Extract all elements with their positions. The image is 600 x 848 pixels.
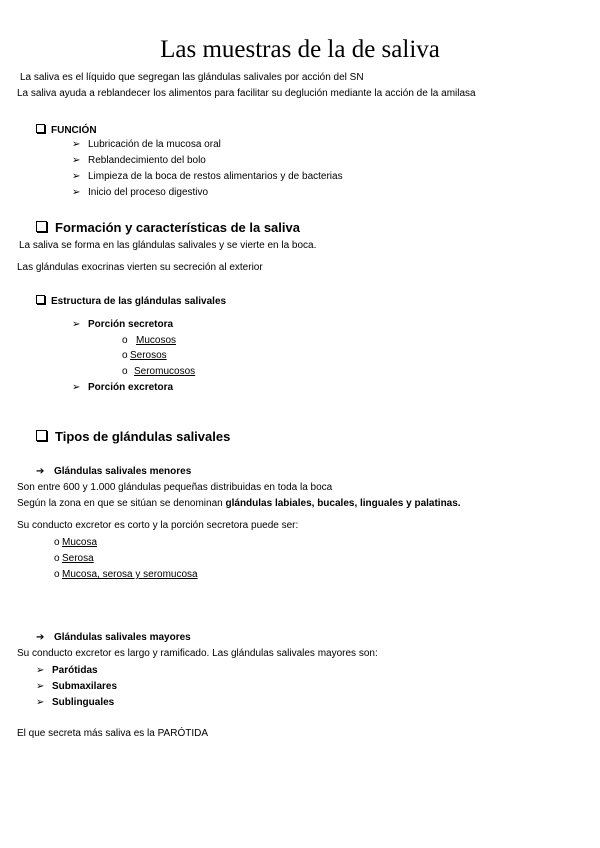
- menores-line-3: Su conducto excretor es corto y la porción secretora puede ser:: [17, 520, 299, 531]
- tipos-heading: Tipos de glándulas salivales: [36, 429, 230, 444]
- circle-bullet-icon: o: [122, 366, 128, 377]
- checkbox-bullet-icon: [36, 430, 47, 441]
- estructura-heading: Estructura de las glándulas salivales: [36, 295, 226, 307]
- checkbox-bullet-icon: [36, 295, 45, 304]
- funcion-heading: FUNCIÓN: [36, 124, 97, 136]
- mayores-item: ➢ Sublinguales: [36, 697, 115, 708]
- arrowhead-bullet-icon: ➢: [72, 319, 81, 330]
- secretora-subitem: o Serosos: [122, 350, 167, 361]
- mayores-item: ➢ Parótidas: [36, 665, 98, 676]
- checkbox-bullet-icon: [36, 221, 47, 232]
- arrowhead-bullet-icon: ➢: [36, 681, 45, 692]
- page-title: Las muestras de la de saliva: [160, 36, 440, 63]
- menores-heading: ➔ Glándulas salivales menores: [36, 466, 192, 477]
- mayores-line-1: Su conducto excretor es largo y ramificado. Las glándulas salivales mayores son:: [17, 648, 378, 659]
- menores-line-1: Son entre 600 y 1.000 glándulas pequeñas distribuidas en toda la boca: [17, 482, 333, 493]
- menores-subitem: o Mucosa, serosa y seromucosa: [54, 569, 198, 580]
- funcion-item: ➢ Reblandecimiento del bolo: [72, 155, 206, 166]
- funcion-item: ➢ Limpieza de la boca de restos alimentarios y de bacterias: [72, 171, 343, 182]
- funcion-item: ➢ Lubricación de la mucosa oral: [72, 139, 221, 150]
- menores-subitem: o Serosa: [54, 553, 94, 564]
- arrow-bullet-icon: ➔: [36, 466, 45, 477]
- secretora-subitem: o Seromucosos: [122, 366, 196, 377]
- checkbox-bullet-icon: [36, 124, 45, 133]
- arrowhead-bullet-icon: ➢: [72, 139, 81, 150]
- arrowhead-bullet-icon: ➢: [36, 697, 45, 708]
- mayores-item: ➢ Submaxilares: [36, 681, 118, 692]
- excretora-item: ➢ Porción excretora: [72, 382, 174, 393]
- secretora-subitem: o Mucosos: [122, 335, 177, 346]
- circle-bullet-icon: o: [54, 537, 60, 548]
- secretora-item: ➢ Porción secretora: [72, 319, 174, 330]
- funcion-item: ➢ Inicio del proceso digestivo: [72, 187, 209, 198]
- circle-bullet-icon: o: [122, 335, 128, 346]
- circle-bullet-icon: o: [122, 350, 128, 361]
- formacion-line-2: Las glándulas exocrinas vierten su secreción al exterior: [17, 262, 263, 273]
- menores-subitem: o Mucosa: [54, 537, 98, 548]
- menores-line-2: Según la zona en que se sitúan se denominan glándulas labiales, bucales, linguales y palatinas.: [17, 498, 461, 509]
- arrowhead-bullet-icon: ➢: [72, 155, 81, 166]
- arrow-bullet-icon: ➔: [36, 632, 45, 643]
- formacion-heading: Formación y características de la saliva: [36, 220, 300, 235]
- mayores-heading: ➔ Glándulas salivales mayores: [36, 632, 191, 643]
- arrowhead-bullet-icon: ➢: [72, 171, 81, 182]
- arrowhead-bullet-icon: ➢: [72, 187, 81, 198]
- circle-bullet-icon: o: [54, 553, 60, 564]
- circle-bullet-icon: o: [54, 569, 60, 580]
- mayores-closing: El que secreta más saliva es la PARÓTIDA: [17, 728, 208, 739]
- intro-line-1: La saliva es el líquido que segregan las glándulas salivales por acción del SN: [20, 72, 364, 83]
- arrowhead-bullet-icon: ➢: [72, 382, 81, 393]
- arrowhead-bullet-icon: ➢: [36, 665, 45, 676]
- intro-line-2: La saliva ayuda a reblandecer los alimentos para facilitar su deglución mediante la acción de la amilasa: [17, 88, 476, 99]
- formacion-line-1: La saliva se forma en las glándulas salivales y se vierte en la boca.: [19, 240, 317, 251]
